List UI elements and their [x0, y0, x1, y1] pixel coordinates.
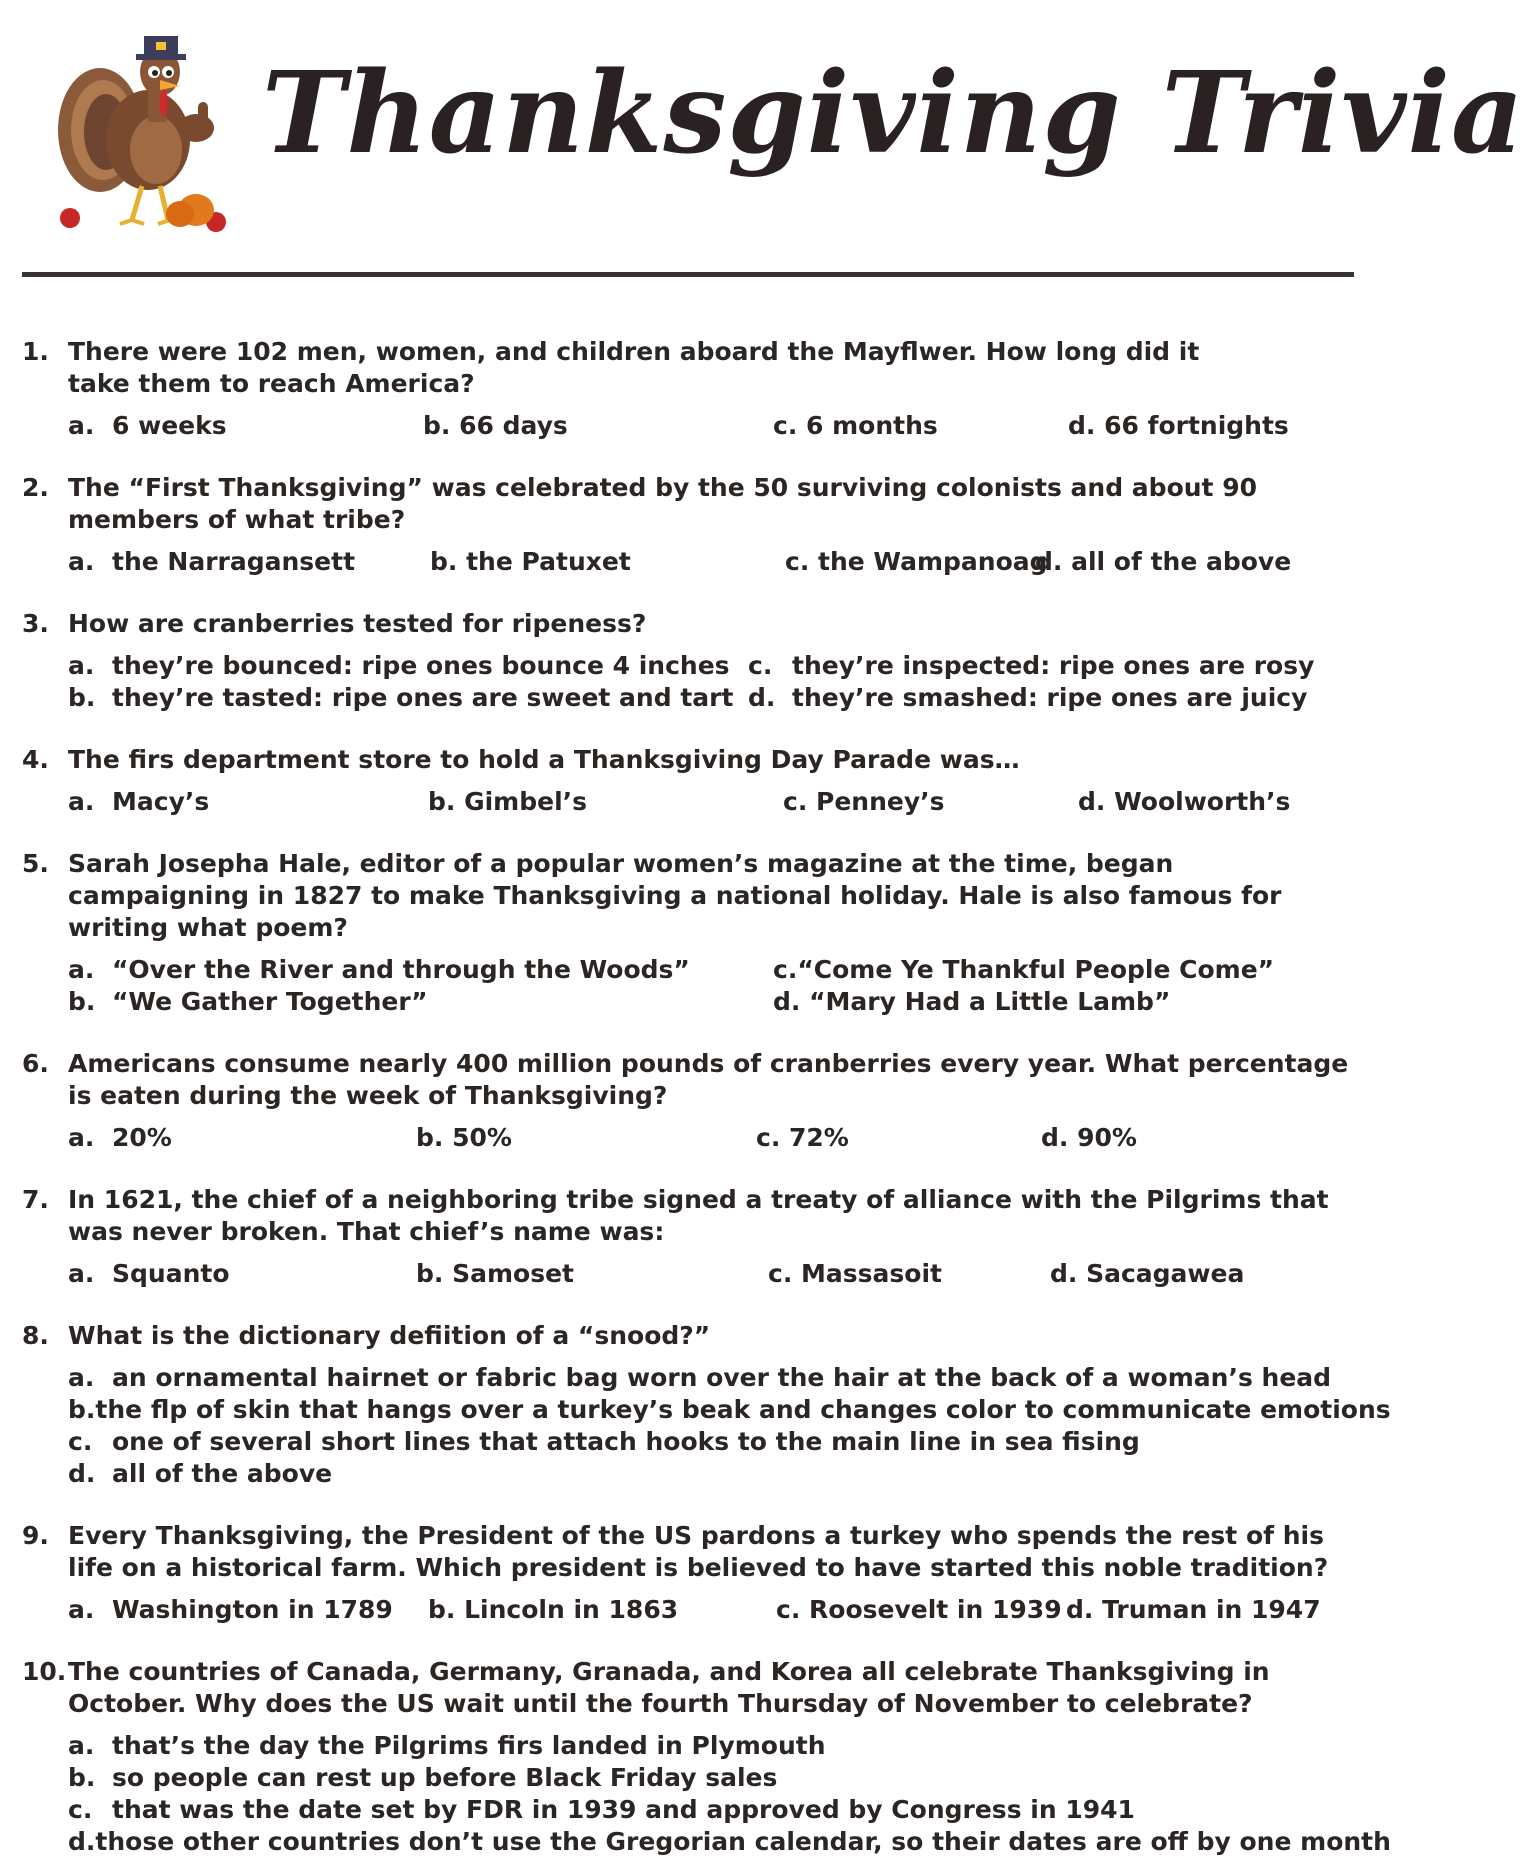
answer-option[interactable]: a. Squanto: [68, 1259, 230, 1288]
answer-option[interactable]: a. Washington in 1789: [68, 1595, 393, 1624]
question-number: 1.: [22, 337, 49, 366]
page-title: Thanksgiving Trivia: [262, 48, 1525, 179]
question: [22, 1656, 1391, 1858]
question-number: 9.: [22, 1521, 49, 1550]
answer-option[interactable]: c. they’re inspected: ripe ones are rosy: [748, 651, 1315, 680]
question-number: 8.: [22, 1321, 49, 1350]
question: [22, 1184, 1352, 1290]
question-number: 5.: [22, 849, 49, 878]
answer-option[interactable]: d. those other countries don’t use the Gregorian calendar, so their dates are off by one month: [68, 1827, 1391, 1856]
answer-option[interactable]: b. so people can rest up before Black Friday sales: [68, 1763, 778, 1792]
question: [22, 848, 1352, 1018]
answer-option[interactable]: b. Samoset: [416, 1259, 574, 1288]
answer-option[interactable]: a. 6 weeks: [68, 411, 227, 440]
answer-option[interactable]: c. Roosevelt in 1939: [776, 1595, 1062, 1624]
answer-option[interactable]: d. 66 fortnights: [1068, 411, 1289, 440]
answer-options: [68, 1594, 1352, 1626]
answer-option[interactable]: b. Gimbel’s: [428, 787, 588, 816]
question-number: 2.: [22, 473, 49, 502]
answer-option[interactable]: b. 66 days: [423, 411, 568, 440]
answer-option[interactable]: c. one of several short lines that attach hooks to the main line in sea fising: [68, 1427, 1140, 1456]
question-number: 7.: [22, 1185, 49, 1214]
answer-options: [68, 1362, 1391, 1490]
question-text: What is the dictionary defiition of a “snood?”: [68, 1321, 711, 1350]
question-number: 3.: [22, 609, 49, 638]
question: [22, 744, 1352, 818]
answer-option[interactable]: b. 50%: [416, 1123, 512, 1152]
answer-options: [68, 1122, 1352, 1154]
answer-option[interactable]: a. that’s the day the Pilgrims firs landed in Plymouth: [68, 1731, 826, 1760]
question-text: Sarah Josepha Hale, editor of a popular women’s magazine at the time, began campaigning in 1827 to make Thanksgiving a national holiday. Hale is also famous for writing what poem?: [68, 849, 1282, 942]
question: [22, 1320, 1391, 1490]
header-divider: [22, 272, 1354, 277]
question-text: There were 102 men, women, and children aboard the Mayflwer. How long did it take them to reach America?: [68, 337, 1200, 398]
answer-option[interactable]: b. the flp of skin that hangs over a turkey’s beak and changes color to communicate emotions: [68, 1395, 1391, 1424]
answer-option[interactable]: a. “Over the River and through the Woods”: [68, 955, 690, 984]
answer-option[interactable]: a. the Narragansett: [68, 547, 356, 576]
question: [22, 1048, 1352, 1154]
answer-option[interactable]: b. Lincoln in 1863: [428, 1595, 679, 1624]
answer-options: [68, 954, 1352, 1018]
answer-option[interactable]: d. “Mary Had a Little Lamb”: [773, 987, 1171, 1016]
question-number: 4.: [22, 745, 49, 774]
answer-option[interactable]: b. they’re tasted: ripe ones are sweet and tart: [68, 683, 734, 712]
quiz-list: [22, 336, 1391, 1858]
question-text: The “First Thanksgiving” was celebrated by the 50 surviving colonists and about 90 members of what tribe?: [68, 473, 1257, 534]
question-text: Americans consume nearly 400 million pounds of cranberries every year. What percentage is eaten during the week of Thanksgiving?: [68, 1049, 1349, 1110]
question-text: The firs department store to hold a Thanksgiving Day Parade was…: [68, 745, 1020, 774]
answer-option[interactable]: a. Macy’s: [68, 787, 210, 816]
answer-options: [68, 546, 1352, 578]
answer-option[interactable]: c. Massasoit: [768, 1259, 942, 1288]
answer-options: [68, 650, 1352, 714]
answer-options: [68, 410, 1352, 442]
question-number: 10.: [22, 1657, 67, 1686]
answer-option[interactable]: c. Penney’s: [783, 787, 945, 816]
answer-option[interactable]: b. “We Gather Together”: [68, 987, 428, 1016]
answer-option[interactable]: c.“Come Ye Thankful People Come”: [773, 955, 1275, 984]
question-number: 6.: [22, 1049, 49, 1078]
answer-option[interactable]: c. that was the date set by FDR in 1939 and approved by Congress in 1941: [68, 1795, 1135, 1824]
answer-option[interactable]: d. Woolworth’s: [1078, 787, 1291, 816]
answer-option[interactable]: d. Sacagawea: [1050, 1259, 1245, 1288]
question-text: Every Thanksgiving, the President of the US pardons a turkey who spends the rest of his life on a historical farm. Which president is believed to have started this noble tradition?: [68, 1521, 1329, 1582]
answer-option[interactable]: c. the Wampanoag: [785, 547, 1048, 576]
answer-option[interactable]: b. the Patuxet: [430, 547, 631, 576]
answer-option[interactable]: a. an ornamental hairnet or fabric bag worn over the hair at the back of a woman’s head: [68, 1363, 1332, 1392]
question: [22, 608, 1352, 714]
question-text: In 1621, the chief of a neighboring tribe signed a treaty of alliance with the Pilgrims that was never broken. That chief’s name was:: [68, 1185, 1329, 1246]
answer-options: [68, 786, 1352, 818]
question: [22, 472, 1352, 578]
answer-option[interactable]: d. Truman in 1947: [1066, 1595, 1321, 1624]
answer-option[interactable]: d. all of the above: [68, 1459, 333, 1488]
question: [22, 1520, 1352, 1626]
answer-option[interactable]: a. 20%: [68, 1123, 172, 1152]
answer-option[interactable]: c. 6 months: [773, 411, 938, 440]
answer-option[interactable]: c. 72%: [756, 1123, 849, 1152]
turkey-illustration: [48, 10, 238, 240]
answer-options: [68, 1258, 1352, 1290]
header: [0, 0, 1525, 290]
answer-option[interactable]: d. 90%: [1041, 1123, 1137, 1152]
question: [22, 336, 1352, 442]
answer-option[interactable]: d. they’re smashed: ripe ones are juicy: [748, 683, 1308, 712]
answer-option[interactable]: d. all of the above: [1035, 547, 1292, 576]
answer-option[interactable]: a. they’re bounced: ripe ones bounce 4 inches: [68, 651, 730, 680]
question-text: The countries of Canada, Germany, Granada, and Korea all celebrate Thanksgiving in October. Why does the US wait until the fourth Thursday of November to celebrate?: [68, 1657, 1270, 1718]
answer-options: [68, 1730, 1391, 1858]
question-text: How are cranberries tested for ripeness?: [68, 609, 647, 638]
